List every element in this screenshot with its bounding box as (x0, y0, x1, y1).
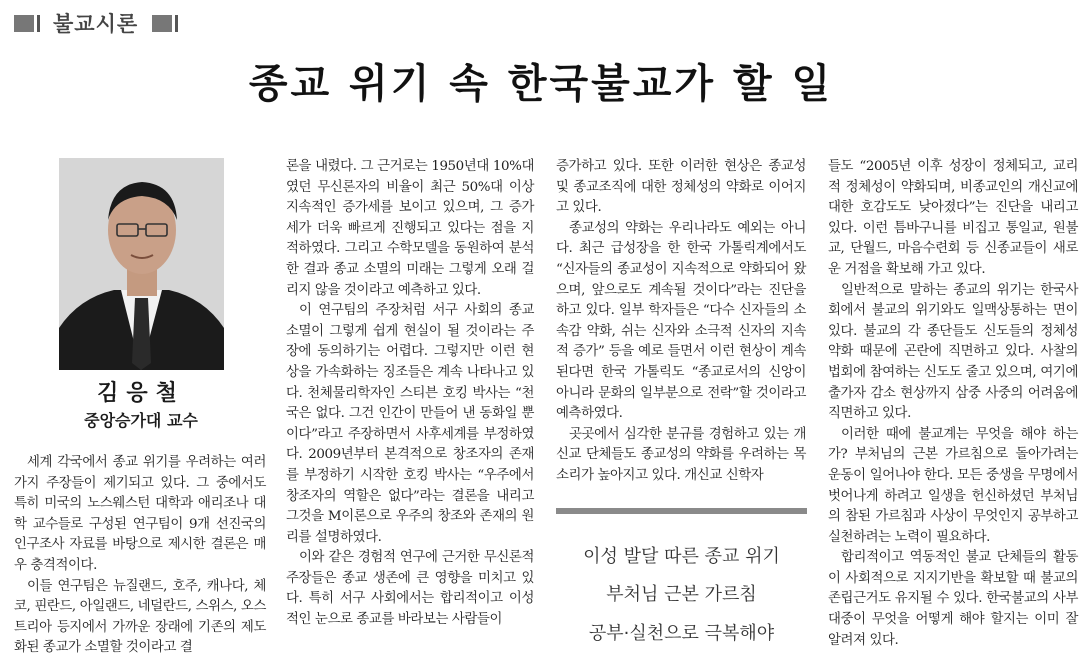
article-column-4 (828, 157, 1078, 651)
header-bar-icon (37, 15, 40, 32)
paragraph: 일반적으로 말하는 종교의 위기는 한국사회에서 불교의 위기와도 일맥상통하는 면이 있다. 불교의 각 종단들도 신도들의 정체성 약화 때문에 곤란에 직면하고 있다. 사찰의 법회에 참여하는 신도도 줄고 있으며, 여기에 출가자 감소 현상까지 삼중 사중의 어려움에 직면하고 있다. (828, 282, 1078, 422)
paragraph: 이러한 때에 불교계는 무엇을 해야 하는가? 부처님의 근본 가르침으로 돌아가려는 운동이 일어나야 한다. 모든 중생을 무명에서 벗어나게 하려고 일생을 헌신하셨던 부처님의 참된 가르침과 사상이 무엇인지 공부하고 실천하려는 노력이 필요하다. (828, 426, 1078, 545)
author-portrait-image (59, 158, 224, 370)
author-name: 김응철 (97, 380, 185, 406)
paragraph: 종교성의 약화는 우리나라도 예외는 아니다. 최근 급성장을 한 한국 가톨릭계에서도 “신자들의 종교성이 지속적으로 약화되어 왔으며, 앞으로도 계속될 것이다”라는 진단을 하고 있다. 일부 학자들은 “다수 신자들의 소속감 약화, 쉬는 신자와 소극적 신자의 지속적 증가” 등을 예로 들면서 이런 현상이 계속된다면 한국 가톨릭도 “종교로서의 신앙이 아니라 문화의 일부분으로 전락”할 것이라고 예측하였다. (556, 220, 806, 422)
paragraph: 이와 같은 경험적 연구에 근거한 무신론적 주장들은 종교 생존에 큰 영향을 미치고 있다. 특히 서구 사회에서는 합리적이고 이성적인 눈으로 종교를 바라보는 사람들이 (286, 550, 534, 628)
header-bar-icon (175, 15, 178, 32)
paragraph: 증가하고 있다. 또한 이러한 현상은 종교성 및 종교조직에 대한 정체성의 약화로 이어지고 있다. (556, 159, 806, 216)
paragraph: 이들 연구팀은 뉴질랜드, 호주, 캐나다, 체코, 핀란드, 아일랜드, 네덜란드, 스위스, 오스트리아 등지에서 가까운 장래에 기존의 제도화된 종교가 소멸할 것이라고 결 (14, 578, 266, 656)
header-square-icon (152, 15, 172, 32)
author-photo (59, 158, 224, 370)
article-title: 종교 위기 속 한국불교가 할 일 (248, 60, 834, 107)
paragraph: 들도 “2005년 이후 성장이 정체되고, 교리적 정체성이 약화되며, 비종교인의 개신교에 대한 호감도도 낮아졌다”는 진단을 내리고 있다. 이런 틈바구니를 비집고 통일교, 원불교, 단월드, 마음수련회 등 신종교들이 새로운 거점을 확보해 가고 있다. (828, 159, 1078, 277)
subheadline: 공부·실천으로 극복해야 (588, 623, 775, 644)
author-affiliation: 중앙승가대 교수 (84, 411, 198, 430)
article-column-3 (556, 157, 806, 487)
subheadline: 부처님 근본 가르침 (606, 584, 757, 605)
section-header (14, 8, 178, 38)
paragraph: 곳곳에서 심각한 분규를 경험하고 있는 개신교 단체들도 종교성의 약화를 우려하는 목소리가 높아지고 있다. 개신교 신학자 (556, 426, 806, 483)
article-column-1 (14, 453, 266, 659)
article-column-2 (286, 157, 534, 631)
paragraph: 이 연구팀의 주장처럼 서구 사회의 종교 소멸이 그렇게 쉽게 현실이 될 것이라는 주장에 동의하기는 어렵다. 그렇지만 이런 현상을 가속화하는 징조들은 계속 나타나고 있다. 천체물리학자인 스티븐 호킹 박사는 “천국은 없다. 그건 인간이 만들어 낸 동화일 뿐이다”라고 주장하면서 사후세계를 부정하였다. 2009년부터 본격적으로 창조자의 존재를 부정하기 시작한 호킹 박사는 “우주에서 창조자의 역할은 없다”라는 결론을 내리고 그것을 M이론으로 우주의 창조와 존재의 원리를 설명하였다. (286, 303, 534, 545)
subheadline: 이성 발달 따른 종교 위기 (583, 546, 780, 567)
subhead-divider (556, 508, 807, 514)
paragraph: 합리적이고 역동적인 불교 단체들의 활동이 사회적으로 지지기반을 확보할 때 불교의 존립근거도 유지될 수 있다. 한국불교의 사부대중이 무엇을 어떻게 해야 할지는 이미 잘 알려져 있다. (828, 550, 1078, 648)
section-label: 불교시론 (53, 12, 139, 36)
header-square-icon (14, 15, 34, 32)
paragraph: 세계 각국에서 종교 위기를 우려하는 여러 가지 주장들이 제기되고 있다. 그 중에서도 특히 미국의 노스웨스턴 대학과 애리조나 대학 교수들로 구성된 연구팀이 9개 선진국의 인구조사 자료를 바탕으로 제시한 결론은 매우 충격적이다. (14, 455, 266, 573)
paragraph: 론을 내렸다. 그 근거로는 1950년대 10%대였던 무신론자의 비율이 최근 50%대 이상 지속적인 증가세를 보이고 있으며, 그 증가세가 더욱 빠르게 진행되고 있다는 점을 지적하였다. 그리고 수학모델을 동원하여 분석한 결과 종교 소멸의 미래는 그렇게 오래 걸리지 않을 것이라고 예측하고 있다. (286, 159, 534, 298)
